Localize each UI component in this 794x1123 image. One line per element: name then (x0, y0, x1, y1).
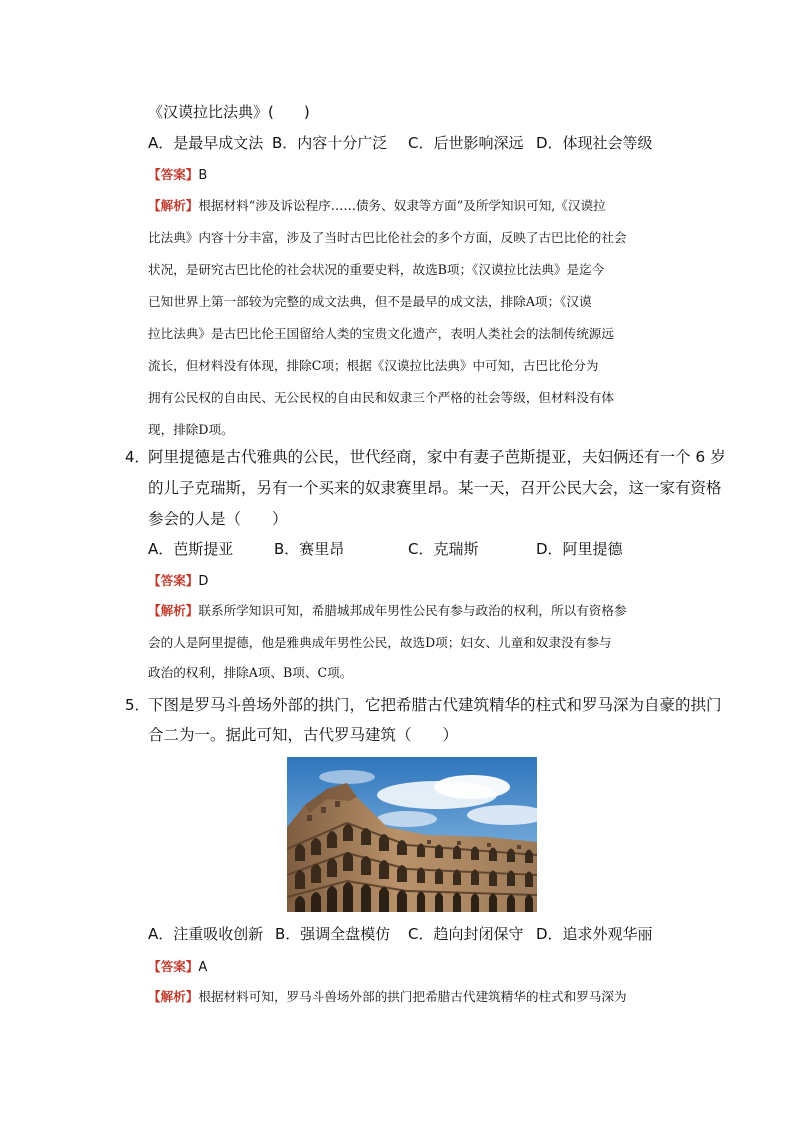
q3-explanation-line: 比法典》内容十分丰富，涉及了当时古巴比伦社会的多个方面，反映了古巴比伦的社会 (148, 230, 627, 245)
q3-explanation-line: 拥有公民权的自由民、无公民权的自由民和奴隶三个严格的社会等级，但材料没有体 (148, 390, 614, 405)
q5-option-b: B．强调全盘模仿 (275, 925, 391, 943)
explanation-text: 根据材料“涉及诉讼程序……债务、奴隶等方面”及所学知识可知,《汉谟拉 (198, 198, 606, 213)
q5-option-d: D．追求外观华丽 (536, 925, 653, 943)
explanation-tag: 【解析】 (148, 198, 199, 213)
q5-stem-line: 合二为一。据此可知，古代罗马建筑（ ） (148, 726, 459, 744)
q4-stem-line: 参会的人是（ ） (148, 510, 288, 528)
q5-number: 5． (125, 696, 150, 714)
q4-explanation-line: 政治的权利，排除A项、B项、C项。 (148, 665, 353, 680)
answer-value: A (198, 960, 208, 975)
q3-option-d: D．体现社会等级 (536, 134, 653, 152)
explanation-text: 联系所学知识可知，希腊城邦成年男性公民有参与政治的权利，所以有资格参 (198, 603, 627, 618)
q3-option-b: B．内容十分广泛 (272, 134, 388, 152)
answer-value: D (198, 574, 209, 589)
explanation-tag: 【解析】 (148, 989, 199, 1004)
q4-option-d: D．阿里提德 (536, 540, 623, 558)
q5-answer-row (148, 956, 207, 978)
q5-explanation-line (148, 988, 627, 1006)
q4-stem-line: 阿里提德是古代雅典的公民，世代经商，家中有妻子芭斯提亚，夫妇俩还有一个 6 岁 (148, 448, 726, 466)
answer-tag: 【答案】 (148, 959, 199, 974)
answer-tag: 【答案】 (148, 573, 199, 588)
q4-explanation-line: 会的人是阿里提德，他是雅典成年男性公民，故选D项；妇女、儿童和奴隶没有参与 (148, 635, 612, 650)
q4-option-b: B．赛里昂 (274, 540, 345, 558)
q4-explanation-line (148, 602, 627, 620)
q4-option-a: A．芭斯提亚 (148, 540, 234, 558)
q4-answer-row (148, 570, 208, 592)
q3-option-a: A．是最早成文法 (148, 134, 264, 152)
q5-stem-line: 下图是罗马斗兽场外部的拱门，它把希腊古代建筑精华的柱式和罗马深为自豪的拱门 (148, 696, 722, 714)
answer-value: B (198, 168, 208, 183)
q5-option-a: A．注重吸收创新 (148, 925, 264, 943)
explanation-text: 根据材料可知，罗马斗兽场外部的拱门把希腊古代建筑精华的柱式和罗马深为 (198, 989, 627, 1004)
q4-option-c: C．克瑞斯 (408, 540, 479, 558)
q3-explanation-line: 拉比法典》是古巴比伦王国留给人类的宝贵文化遗产，表明人类社会的法制传统源远 (148, 326, 614, 341)
q3-explanation-line: 现，排除D项。 (148, 422, 234, 437)
q3-option-c: C．后世影响深远 (408, 134, 524, 152)
answer-tag: 【答案】 (148, 167, 199, 182)
q5-option-c: C．趋向封闭保守 (408, 925, 524, 943)
q3-explanation-line: 已知世界上第一部较为完整的成文法典，但不是最早的成文法，排除A项；《汉谟 (148, 294, 592, 309)
q3-explanation-line: 流长，但材料没有体现，排除C项；根据《汉谟拉比法典》中可知，古巴比伦分为 (148, 358, 599, 373)
q3-answer-row (148, 164, 207, 186)
q4-stem-line: 的儿子克瑞斯，另有一个买来的奴隶赛里昂。某一天，召开公民大会，这一家有资格 (148, 479, 722, 497)
colosseum-photo (287, 757, 537, 912)
q4-number: 4． (125, 448, 150, 466)
q3-stem-end: 《汉谟拉比法典》( ) (148, 103, 310, 121)
q3-explanation-line: 状况，是研究古巴比伦的社会状况的重要史料，故选B项；《汉谟拉比法典》是迄今 (148, 262, 605, 277)
q3-explanation-line (148, 197, 606, 215)
explanation-tag: 【解析】 (148, 603, 199, 618)
